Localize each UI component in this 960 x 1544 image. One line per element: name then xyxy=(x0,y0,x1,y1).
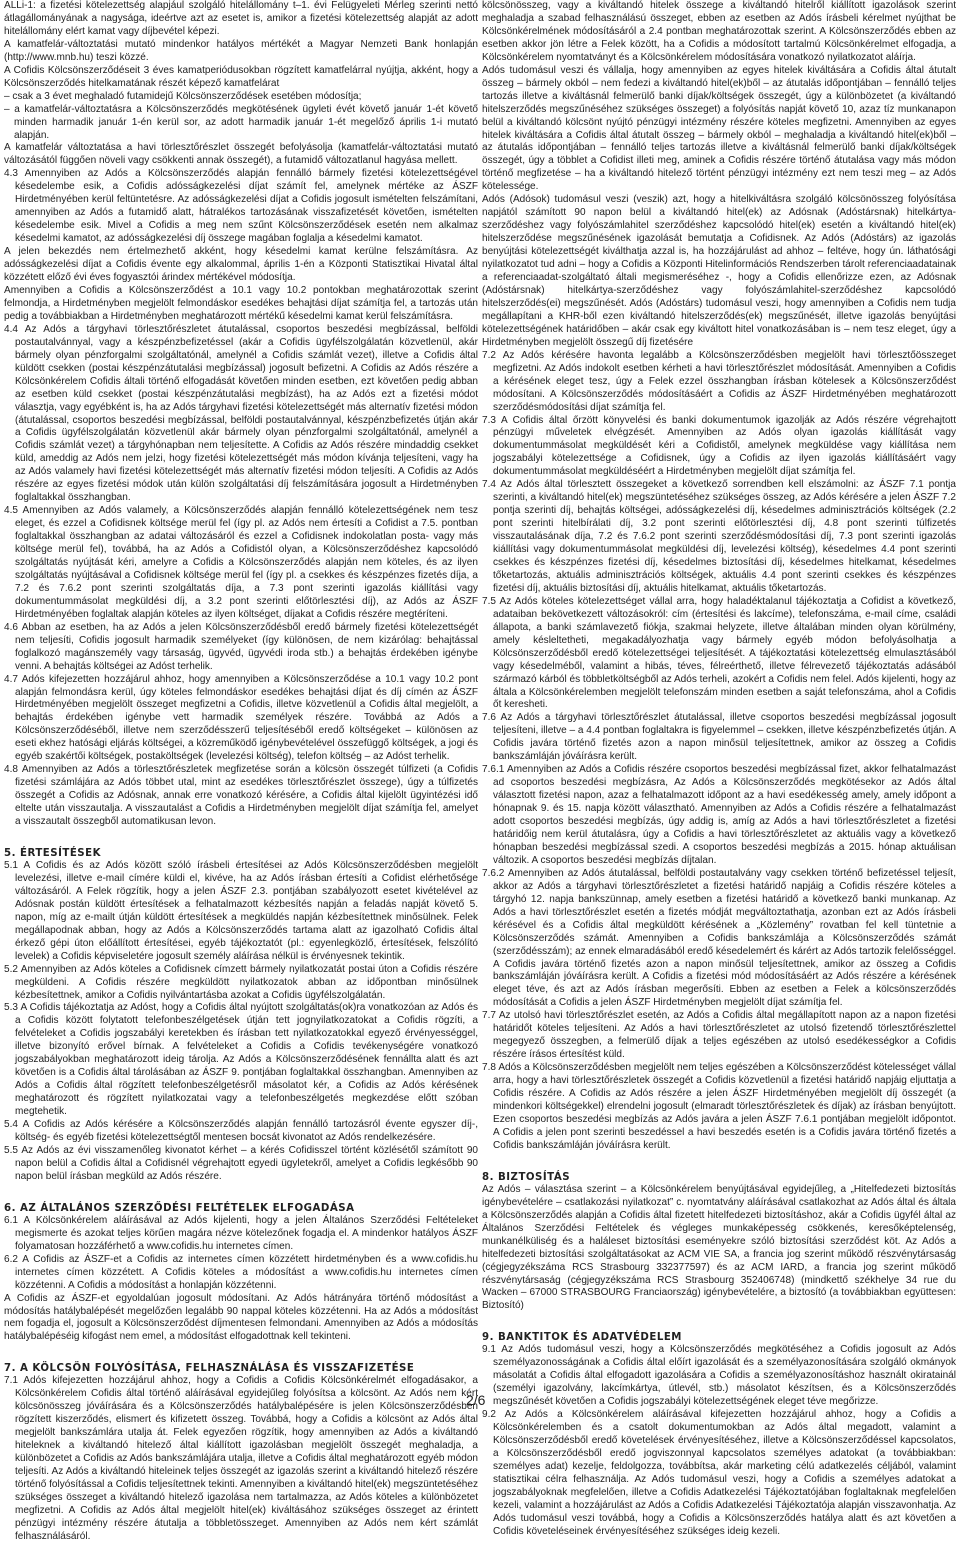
paragraph: ALLi-1: a fizetési kötelezettség alapjául szolgáló hitelállomány t–1. évi Felügyeleti Mérleg szerinti nettó átlagállományának a nagysága, ideértve azt az esetet is, amikor a fizetési kötelezettség alapját az adott hitelállomány elért kamat vagy díjbevétel képezi. xyxy=(4,0,478,37)
numbered-paragraph: 7.6.2 Amennyiben az Adós átutalással, belföldi postautalvány vagy csekken történő befizetéssel teljesít, akkor az Adós a tárgyhavi törlesztőrészletet a fizetési határidő napjáig a Cofidis részére köteles a tárgyhó 12. napja bankszünnap, amely esetben a fizetési határidő a következő banki munkanap. Az Adós a havi törlesztőrészlet esetén a fizetés módját megváltoztathatja, azonban ezt az Adós írásbeli kérésével és a Cofidis által megküldött kérésének a „Közlemény” rovatban fel kell tüntetnie a Kölcsönszerződés számát. Amennyiben a Cofidis bankszámlája a Kölcsönszerződés számát (szerződésszám); az ennek elmaradásából eredő késedelemért és kárért az Adós tartozik felelősséggel. A Cofidis javára történő fizetés azon a napon minősül teljesítettnek, amikor az összeg a Cofidis bankszámláján jóváírásra került. A Cofidis a fizetési mód módosításáért az Adós részére a kérésének eleget téve, és azt az Adós írásban megerősíti. Ebben az esetben a Felek a kölcsönszerződés módosítását a Cofidis a jelen ÁSZF Hirdetményben megjelölt díjat számítja fel. xyxy=(482,867,956,1009)
numbered-paragraph: 4.4 Az Adós a tárgyhavi törlesztőrészletet átutalással, csoportos beszedési megbízással, belföldi postautalvánnyal, vagy a készpénzbefizetéssel (akár a Cofidis ügyfélszolgálatán közvetlenül, akár bármely olyan pénzforgalmi szolgáltatónál, amelynél a Cofidis számlát vezet), illetve a Cofidis által küldött csekken (postai készpénzátutalási megbízással) jogosult befizetni. A Cofidis az Adós részére a Kölcsönkérelem Cofidis általi történő elfogadását követően minden esetben, ezt követően pedig abban az esetben küld csekket (postai készpénzátutalási megbízást), ha az Adós ezt a fizetési módot választja, vagy egyébként is, ha az Adós tárgyhavi fizetési kötelezettségét más alternatív fizetési módon (átutalással, csoportos beszedési megbízással, belföldi postautalvánnyal, készpénzbefizetés útján akár a Cofidis ügyfélszolgálatán közvetlenül akár bármely olyan pénzforgalmi szolgáltatónál, amelynél a Cofidis számlát vezet) a tárgyhónapban nem teljesítette. A Cofidis az Adós részére mindaddig csekket küld, ameddig az Adós nem jelzi, hogy fizetési kötelezettségét más módon kívánja teljesíteni, vagy ha az Adós valamely havi fizetési kötelezettségét más alternatív fizetési módon teljesíti. A Cofidis az Adós részére az egyes fizetési módok után külön szolgáltatási díj felszámítására jogosult a Hirdetményben foglaltakkal összhangban. xyxy=(4,323,478,504)
dash-item: – csak a 3 évet meghaladó futamidejű Kölcsönszerződések esetében módosítja; xyxy=(4,90,362,102)
numbered-paragraph: 7.2 Az Adós kérésére havonta legalább a Kölcsönszerződésben megjelölt havi törlesztőösszeget megfizetni. Az Adós indokolt esetben kérheti a havi törlesztőrészlet módosítását. Amennyiben a Cofidis a kérésének eleget tesz, úgy a Felek ezzel összhangban írásban kötelesek a Kölcsönszerződést módosítani. A Kölcsönszerződés módosításáért a Cofidis az ÁSZF Hirdetményében meghatározott szerződésmódosítási díjat számítja fel. xyxy=(482,349,956,413)
paragraph: A kamatfelár változtatása a havi törlesztőrészlet összegét befolyásolja (kamatfelár-változtatási mutató változásától függően növeli vagy csökkenti annak összegét), a futamidő változatlanul hagyása mellett. xyxy=(4,142,478,167)
paragraph: Adós (Adósok) tudomásul veszi (veszik) azt, hogy a hitelkiváltásra szolgáló kölcsönösszeg folyósítása napjától számított 90 napon belül a kiváltandó hitel(ek) az Adósnak (Adóstársnak) hitelkártya-szerződéshez vagy folyószámlahitel szerződéshez kapcsolódó hitel(ek) esetén a kiváltandó hitel(ek) hitelszerződése megszűnésének igazolását bemutatja a Cofidisnek. Az Adós (Adóstárs) az igazolás benyújtási kötelezettségét kiválthatja azzal is, ha hozzájárulást ad ahhoz – feltéve, hogy ún. láthatósági nyilatkozatot tud adni – hogy a Cofidis a Központi Hitelinformációs Rendszerben tárolt referenciaadatainak a referenciaadat-szolgáltató általi megismeréséhez -, hogy a Cofidis ellenőrizze ezen, az Adósnak (Adóstársnak) hitelkártya-szerződéshez vagy folyószámlahitel-szerződéshez kapcsolódó hitelszerződés(ei) megszűnését. Adós (Adóstárs) tudomásul veszi, hogy amennyiben a Cofidis nem tudja megállapítani a KHR-ből ezen kiváltandó hitelszerződés(ek) megszűnését, illetve igazolás benyújtási kötelezettségének határidőben – akár csak egy kiváltott hitel vonatkozásában is – nem tesz eleget, úgy a Hirdetményben megjelölt összegű díj fizetésére xyxy=(482,194,956,348)
numbered-paragraph: 7.6.1 Amennyiben az Adós a Cofidis részére csoportos beszedési megbízással fizet, akkor felhatalmazást ad csoportos beszedési megbízásra, Az Adós a Kölcsönszerződés megkötésekor az Adós által választott fizetési napon, azaz a felhatalmazott időpont az a havi esedékesség amely, amely időpont a hónapnak 9. és 15. napja között választható. Amennyiben az Adós a Cofidis részére a felhatalmazást adott csoportos beszedési megbízás, úgy addig is, amíg az Adós a havi törlesztőrészletet a fizetési határidőig nem kerül átutalásra, úgy a Cofidis a havi törlesztőrészletet az aktuális vagy a következő hónapban beszedési megbízással szedi. A csoportos beszedési megbízás a 2015. hónap aktuálisan változik. A csoportos beszedési megbízás díjtalan. xyxy=(482,764,956,866)
numbered-paragraph: 7.3 A Cofidis által őrzött könyvelési és banki dokumentumok igazolják az Adós részére végrehajtott pénzügyi műveletek elvégzését. Amennyiben az Adós olyan igazolás kiállítását vagy dokumentummásolat megküldését kéri a Cofidistől, amelynek megküldése vagy kiállítása nem jogszabályi kötelezettsége a Cofidisnek, úgy a Cofidis az ilyen igazolás kiállításáért vagy dokumentummásolat megküldéséért a Hirdetményben megjelölt díjat számítja fel. xyxy=(482,414,956,478)
left-column xyxy=(4,0,478,1544)
numbered-paragraph: 7.6 Az Adós a tárgyhavi törlesztőrészlet átutalással, illetve csoportos beszedési megbízással jogosult teljesíteni, illetve – a 4.4 pontban foglaltakra is figyelemmel – csekken, illetve készpénzbefizetés útján. A Cofidis javára történő fizetés azon a napon minősül teljesítettnek, amikor az összeg a Cofidis bankszámláján jóváírásra került. xyxy=(482,712,956,763)
paragraph: Az Adós – választása szerint – a Kölcsönkérelem benyújtásával egyidejűleg, a „Hitelfedezeti biztosítás igénybevételére – csatlakozási nyilatkozat” c. nyomtatvány aláírásával csatlakozhat az Adós által és általa a Kölcsönszerződés alapján a Cofidis által fizetett hitelfedezeti biztosításhoz, akár a Cofidis ügyfél által az Általános Szerződési Feltételek és végleges munkaképesség csökkenés, keresőképtelenség, munkanélküliség és a haláleset biztosítási eseményekre szóló biztosítási szerződést köt. Az Adós a hitelfedezeti biztosítási szolgáltatásokat az ACM VIE SA, a francia jog szerint működő részvénytársaság (cégjegyzékszáma RCS Strasbourg 332377597) és az ACM IARD, a francia jog szerint működő részvénytársaság (cégjegyzékszáma RCS Strasbourg 352406748) (mindkettő székhelye 34 rue du Wacken – 67000 STRASBOURG Franciaország) igénybevételére, a biztosító (a továbbiakban együttesen: Biztosító) xyxy=(482,1183,956,1312)
numbered-paragraph: 7.7 Az utolsó havi törlesztőrészlet esetén, az Adós a Cofidis által megállapított napon az a napon fizetési határidőt köteles teljesíteni. Az Adós a havi törlesztőrészletet az utolsó fizetendő törlesztőrészlettel megegyező összegben, a felmerülő díjak a teljes egészében az utolsó esedékességkor a Cofidis részére írásos értesítést küld. xyxy=(482,1010,956,1061)
paragraph: A Cofidis az ÁSZF-et egyoldalúan jogosult módosítani. Az Adós hátrányára történő módosítást a módosítás hatálybalépését megelőzően legalább 90 nappal köteles közzétenni. Ha az Adós a módosítást nem fogadja el, jogosult a Kölcsönszerződést díjmentesen felmondani. Amennyiben az Adós a módosítás hatálybalépéséig kifogást nem emel, a módosítást elfogadottnak kell tekinteni. xyxy=(4,1292,478,1343)
numbered-paragraph: 9.1 Az Adós tudomásul veszi, hogy a Kölcsönszerződés megkötéséhez a Cofidis jogosult az Adós személyazonosságának a Cofidis által előírt igazolását és a személyazonosítására szolgáló okmányok másolatát a Cofidis által elfogadott igazolására a Cofidis a személyazonosításhoz használt okiratainál (személyi igazolvány, lakcímkártya, útlevél, stb.) másolatot készítsen, és a Kölcsönszerződés megszűnését követően a Cofidis jogszabályi kötelezettségének eleget téve megőrizze. xyxy=(482,1344,956,1408)
section-heading: 6. AZ ÁLTALÁNOS SZERZŐDÉSI FELTÉTELEK ELFOGADÁSA xyxy=(4,1202,355,1214)
numbered-paragraph: 4.6 Abban az esetben, ha az Adós a jelen Kölcsönszerződésből eredő bármely fizetési kötelezettségét nem teljesíti, Cofidis jogosult harmadik személyeket (így különösen, de nem kizárólag: behajtással foglalkozó magánszemély vagy társaság, ügyvéd, ügyvédi iroda stb.) a behajtás érdekében igénybe venni. A behajtás költségei az Adóst terhelik. xyxy=(4,621,478,672)
section-heading: 8. BIZTOSÍTÁS xyxy=(482,1171,571,1183)
numbered-paragraph: 6.1 A Kölcsönkérelem aláírásával az Adós kijelenti, hogy a jelen Általános Szerződési Feltételeket megismerte és azokat teljes körűen magára nézve kötelezőnek fogadja el. A mindenkor hatályos ÁSZF folyamatosan hozzáférhető a www.cofidis.hu internetes címen. xyxy=(4,1214,478,1252)
numbered-paragraph: 7.8 Adós a Kölcsönszerződésben megjelölt nem teljes egészében a Kölcsönszerződést kötelességet vállal arra, hogy a havi törlesztőrészletek összegét a Cofidis közvetlenül a fizetési határidő napjáig eljuttatja a Cofidis részére. A Cofidis az Adós részére a jelen ÁSZF Hirdetményében megjelölt díj összegét (a mindenkori költségekkel) elrendelni jogosult (elmaradt törlesztőrészletek és díjak) az írásban benyújtott. Ezen csoportos beszedési megbízás az Adós javára a jelen ÁSZF 7.6.1 pontjában megjelölt időpontot. A Cofidis a jelen pont szerinti beszedéssel a havi beszedés esetén is a Cofidis javára történő fizetés a Cofidis bankszámláján jóváírásra került. xyxy=(482,1062,956,1151)
section-heading: 9. BANKTITOK ÉS ADATVÉDELEM xyxy=(482,1332,682,1344)
paragraph: kölcsönösszeg, vagy a kiváltandó hitelek összege a kiváltandó hitelről kiállított igazolások szerint meghaladja a szabad felhasználású összeget, ebben az esetben az Adós írásbeli kérelmet nyújthat be Kölcsönkérelmének módosításáról a 2.4 pontban meghatározottak szerint. A Kölcsönszerződés ebben az esetben akkor jön létre a Felek között, ha a Cofidis a módosított tartalmú Kölcsönkérelmet elfogadja, a Kölcsönkérelem nyomtatványt és a Kölcsönkérelem módosítására vonatkozó nyilatkozatot aláírja. xyxy=(482,0,956,63)
numbered-paragraph: 4.5 Amennyiben az Adós valamely, a Kölcsönszerződés alapján fennálló kötelezettségének nem tesz eleget, és ezzel a Cofidisnek költsége merül fel (így pl. az Adós nem értesíti a Cofidist a 7.5. pontban foglaltakkal összhangban az adatai változásáról és ezzel a Cofidisnek indokolatlan posta- vagy más költsége merül fel), továbbá, ha az Adós a Cofidistól olyan, a Kölcsönszerződéshez kapcsolódó szolgáltatás nyújtását kéri, amelyre a Cofidis a Kölcsönszerződés alapján nem köteles, és az ilyen szolgáltatás nyújtásával a Cofidisnek költsége merül fel (így pl. a csekkes és készpénzes fizetés díja, a 7.2 és 7.6.2 pont szerinti szolgáltatás díja, a 7.3 pont szerinti igazolás kiállítási vagy dokumentummásolat megküldési díj, a 3.2 pont szerinti előtörlesztési díj), az Adós az ÁSZF Hirdetményében foglaltak alapján köteles az ilyen költséget, díjakat a Cofidis részére megtéríteni. xyxy=(4,505,478,620)
numbered-paragraph: 7.5 Az Adós köteles kötelezettséget vállal arra, hogy haladéktalanul tájékoztatja a Cofidist a következő, adataiban bekövetkezett változásokról: cím (értesítési és lakcíme), telefonszáma, e-mail címe, családi állapota, a banki számlavezető fiókja, szakmai helyzete, illetve általában minden olyan körülmény, amely késleltetheti, megakadályozhatja vagy bármely egyéb módon befolyásolhatja a Kölcsönszerződésből eredő kötelezettségei teljesítését. A tájékoztatási kötelezettség elmulasztásából vagy késedelméből, valamint a hibás, téves, félreérthető, illetve félrevezető tájékoztatás adásából származó kárból és többletköltségből az Adós terheli, azokért a Cofidis nem felel. Adós kijelenti, hogy az általa a Kölcsönkérelemben megjelölt telefonszám minden esetben a saját telefonszáma, ahol a Cofidis őt keresheti. xyxy=(482,595,956,711)
numbered-paragraph: 5.1 A Cofidis és az Adós között szóló írásbeli értesítései az Adós Kölcsönszerződésben megjelölt levelezési, illetve e-mail címére küldi el, kivéve, ha az Adós írásban értesíti a Cofidist elérhetősége változásáról. A Felek rögzítik, hogy a jelen ÁSZF 2.3. pontjában szabályozott esetet kivételével az Adósnak postán küldött értesítések a felhatalmazott kézbesítés napján a feladás napját követő 5. napon, míg az e-mailt útján küldött értesítések a megküldés napján kézbesítettnek minősülnek. Felek megállapodnak abban, hogy az Adós a Kölcsönszerződés tartama alatt az igazolható Cofidis által érkező gépi úton előállított értesítései, egyéb tájékoztatót (pl.: egyenlegközlő, értesítések, felszólító levelek) a Cofidis képviseletére jogosult személy aláírása nélkül is érvényesnek tekintik. xyxy=(4,860,478,962)
right-column xyxy=(482,0,956,1539)
numbered-paragraph: 4.8 Amennyiben az Adós a törlesztőrészletek megfizetése során a kölcsön összegét túlfizeti (a Cofidis fizetési számlájára az Adós többet utal, mint az esedékes törlesztőrészlet összege), úgy a túlfizetés összegét a Cofidis az Adósnak, annak erre vonatkozó kérésére, a Cofidis által kijelölt ügyintézési idő eltelte után visszautalja. A visszautalást a Cofidis a Hirdetményben megjelölt díjat számítja fel, amelyet a visszautalt összegből automatikusan levon. xyxy=(4,764,478,828)
paragraph: A Cofidis Kölcsönszerződéseit 3 éves kamatperiódusokban rögzített kamatfelárral nyújtja, akként, hogy a Kölcsönszerződés hitelkamatának részét képező kamatfelárat xyxy=(4,64,478,89)
numbered-paragraph: 5.3 A Cofidis tájékoztatja az Adóst, hogy a Cofidis által nyújtott szolgáltatás(ok)ra vonatkozóan az Adós és a Cofidis között folytatott telefonbeszélgetések útján tett jognyilatkozatokat a Cofidis rögzíti, a felvételeket a Cofidis jogszabályi keretekben és írásban tett nyilatkozatokkal egyező érvényességgel, illetve bizonyító erővel bírnak. A felvételeket a Cofidis a Cofidis tevékenységére vonatkozó jogszabályokban meghatározott ideig tárolja. Az Adós a Kölcsönszerződésének fennállta alatt és azt követően is a Cofidis által tárolásában az ÁSZF 9. pontjában foglaltakkal összhangban. Amennyiben az Adós a Cofidis által rögzített telefonbeszélgetésről másolatot kér, a Cofidis az Adós kérésének meghatározott és rögzített nyilatkozatai vagy a telefonbeszélgetés megkezdése előtt szóban megtehetik. xyxy=(4,1002,478,1118)
numbered-paragraph: 7.1 Adós kifejezetten hozzájárul ahhoz, hogy a Cofidis a Cofidis Kölcsönkérelmét elfogadásakor, a Kölcsönkérelem Cofidis által történő aláírásával egyidejűleg folyósítsa a kölcsönt. Az Adós nem kért kölcsönösszeg jóváírására és a Kölcsönszerződés hatálybalépésére is jelen Kölcsönszerződésben rögzített kiszerződés, elismert és kifizetett összeg. Továbbá, hogy a Cofidis a kölcsönt az Adós által megjelölt bankszámlára utalja át. Felek egyezően rögzítik, hogy amennyiben az Adós a kiváltandó hiteleknek a kiváltandó hitelező által kiállított igazolásban megjelölt összegét meghaladja, a különbözetet a Cofidis az Adós bankszámlájára utalja, illetve a Cofidis által meghatározott egyéb módon teljesíti. Az Adós a kiváltandó hiteleinek teljes összegét az igazolás szerint a kiváltandó hitelező részére történő folyósítással a Cofidis teljesítettnek tekinti. Amennyiben a kiváltandó hitel(ek) megszüntetéséhez szükséges összeget a kiváltandó hitelező igazolása nem tartalmazza, az Adós köteles a különbözetet megfizetni. A Cofidis az Adós által megjelölt hitel(ek) kiváltásához szükséges összeget az érintett pénzügyi intézmény részére átutalja a többletösszeget. Amennyiben az Adós nem kért számlát felhasználásáról. xyxy=(4,1375,478,1542)
numbered-paragraph: 5.4 A Cofidis az Adós kérésére a Kölcsönszerződés alapján fennálló tartozásról évente egyszer díj-, költség- és egyéb fizetési kötelezettségtől mentesen bocsát kivonatot az Adós rendelkezésére. xyxy=(4,1119,478,1144)
numbered-paragraph: 4.3 Amennyiben az Adós a Kölcsönszerződés alapján fennálló bármely fizetési kötelezettségével késedelembe esik, a Cofidis adósságkezelési díjat számít fel, amelynek mértéke az ÁSZF Hirdetményében kerül feltüntetésre. Az adósságkezelési díjat a Cofidis jogosult ismételten felszámítani, amennyiben az Adós a futamidő alatt, hátralékos tartozásának visszafizetését követően, ismételten késedelembe esik. Mivel a Cofidis a meg nem szűnt Kölcsönszerződések esetén nem alkalmaz késedelmi kamatot, az adósságkezelési díj összege magában foglalja a késedelmi kamatot. xyxy=(4,168,478,245)
numbered-paragraph: 5.2 Amennyiben az Adós köteles a Cofidisnek címzett bármely nyilatkozatát postai úton a Cofidis részére megküldeni. A Cofidis részére megküldött nyilatkozatok abban az időpontban minősülnek kézbesítettnek, amikor a Cofidis nyilvántartásba azokat a Cofidis ügyfélszolgálatán. xyxy=(4,963,478,1001)
dash-item: – a kamatfelár-változtatásra a Kölcsönszerződés megkötésének ügyleti évét követő január 1-ét követő minden harmadik január 1-én kerül sor, az adott harmadik január 1-ét megelőző április 1-i mutató alapján. xyxy=(4,103,478,141)
paragraph: Adós tudomásul veszi és vállalja, hogy amennyiben az egyes hitelek kiváltására a Cofidis által átutalt összeg – bármely okból – nem fedezi a kiváltandó hitel(ek)ből – az átutalás időpontjában – fennálló teljes tartozás illetve a kiváltásnál felmerülő banki díjak/költségek összegét, úgy a különbözetet (a kiváltandó hitelszerződés megszűnéséhez szükséges összeget) a folyósítás napját követő 10, azaz tíz munkanapon belül a kiváltandó kölcsönt nyújtó pénzügyi intézmény részére köteles megfizetni. Amennyiben az egyes hitelek kiváltására a Cofidis által átutalt összeg – bármely okból – meghaladja a kiváltandó hitel(ek)ből – az átutalás időpontjában – fennálló teljes tartozás illetve a kiváltásnál felmerülő banki díjak/költségek összegét, úgy a többlet a Cofidist illeti meg, aminek a Cofidis részére történő átutalása vagy más módon történő megfizetése – ha a kiváltandó hitelező történt pénzügyi intézmény ezt nem teszi meg – az Adós kötelessége. xyxy=(482,64,956,193)
section-heading: 5. ÉRTESÍTÉSEK xyxy=(4,848,101,859)
numbered-paragraph: 6.2 A Cofidis az ÁSZF-et a Cofidis az internetes címen közzétett hirdetményben és a www.cofidis.hu internetes címen közzétett. A Cofidis köteles a módosítást a www.cofidis.hu internetes címen közzétenni. A Cofidis a módosítást a honlapján közzétenni. xyxy=(4,1253,478,1291)
paragraph: A kamatfelár-változtatási mutató mindenkor hatályos mértékét a Magyar Nemzeti Bank honlapján (http://www.mnb.hu) teszi közzé. xyxy=(4,38,478,63)
numbered-paragraph: 4.7 Adós kifejezetten hozzájárul ahhoz, hogy amennyiben a Kölcsönszerződése a 10.1 vagy 10.2 pont alapján felmondásra kerül, úgy köteles felmondáskor esedékes behajtási díjat és díj címén az ÁSZF Hirdetményében megjelölt összeget megfizetni a Cofidis, illetve közvetlenül a Cofidis által megjelölt, a behajtás érdekében igénybe vett harmadik személyek részére. Továbbá az Adós a Kölcsönszerződéséből, illetve nem szerződésszerű teljesítéséből eredő költségeket – különösen az eseti ekhez hatósági eljárás költségei, a közreműködő igénybevételével összefüggő költségek, a jogi és egyéb szakértői költségek, postaköltségek (levelezési költség), telefon költség – az Adóst terhelik. xyxy=(4,673,478,763)
paragraph: A jelen bekezdés nem értelmezhető akként, hogy késedelmi kamat kerülne felszámításra. Az adósságkezelési díjat a Cofidis évente egy alkalommal, április 1-én a Központi Statisztikai Hivatal által közzétett előző évi éves fogyasztói árindex mértékével módosítja. xyxy=(4,246,478,284)
page-number: 2/6 xyxy=(466,1392,486,1408)
paragraph: Amennyiben a Cofidis a Kölcsönszerződést a 10.1 vagy 10.2 pontokban meghatározottak szerint felmondja, a Hirdetményben megjelölt felmondáskor esedékes behajtási díjat számítja fel, a tartozás után pedig a továbbiakban a Hirdetményben meghatározott mértékű késedelmi kamat kerül felszámításra. xyxy=(4,284,478,322)
section-heading: 7. A KÖLCSÖN FOLYÓSÍTÁSA, FELHASZNÁLÁSA ÉS VISSZAFIZETÉSE xyxy=(4,1363,415,1375)
numbered-paragraph: 5.5 Az Adós az évi visszamenőleg kivonatot kérhet – a kérés Cofidisszel történt közlésétől számított 90 napon belül a Cofidis által a Cofidisnél végrehajtott egyedi ügyletekről, amelyet a Cofidis legkésőbb 90 napon belül írásban megküld az Adós részére. xyxy=(4,1144,478,1182)
numbered-paragraph: 9.2 Az Adós a Kölcsönkérelem aláírásával kifejezetten hozzájárul ahhoz, hogy a Cofidis a Kölcsönkérelemben és a csatolt dokumentumokban az Adós által megadott, valamint a Kölcsönszerződésből eredő követelések érvényesítéséhez, illetve a Kölcsönszerződéssel kapcsolatos, a Kölcsönszerződésből eredő jogviszonnyal kapcsolatos személyes adatokat (a továbbiakban: személyes adat) kezelje, feldolgozza, továbbítsa, akár marketing célú adatkezelés céljából, valamint statisztikai célra felhasználja. Az Adós tudomásul veszi, hogy a Cofidis a személyes adatokat a jogszabályoknak megfelelően, illetve a Cofidis Adatkezelési Tájékoztatójában foglaltaknak megfelelően kezeli, valamint a hozzájárulást az Adós a Cofidis Adatkezelési Tájékoztatója alapján visszavonhatja. Az Adós tudomásul veszi továbbá, hogy a Cofidis a Kölcsönszerződés hatálya alatt és azt követően a Cofidis követeléseinek érvényesítéséhez szükséges ideig kezeli. xyxy=(482,1409,956,1537)
numbered-paragraph: 7.4 Az Adós által törlesztett összegeket a következő sorrendben kell elszámolni: az ÁSZF 7.1 pontja szerinti, a kiváltandó hitel(ek) megszüntetéséhez szükséges összeg, az Adós kérésére a jelen ÁSZF 7.2 pontja szerinti díj, behajtás költségei, adósságkezelési díj, késedelmes adminisztrációs költségek (2.2 pont szerinti hitelbírálati díj, 3.2 pont szerinti előtörlesztési díj, 4.8 pont szerinti túlfizetés visszautalásának díja, 7.2 és 7.6.2 pont szerinti szerződésmódosítási díj, 7.3 pont szerinti igazolás kiállítási vagy dokumentummásolat megküldési díj, levelezési költség), késedelmes 4.4 pont szerinti csekkes és készpénzes fizetési díj, késedelmes biztosítási díj, késedelmes hitelkamat, késedelmes tőketartozás, aktuális adminisztrációs költségek, aktuális 4.4 pont szerinti csekkes és készpénzes fizetési díj, aktuális biztosítási díj, aktuális hitelkamat, aktuális tőketartozás. xyxy=(482,479,956,594)
